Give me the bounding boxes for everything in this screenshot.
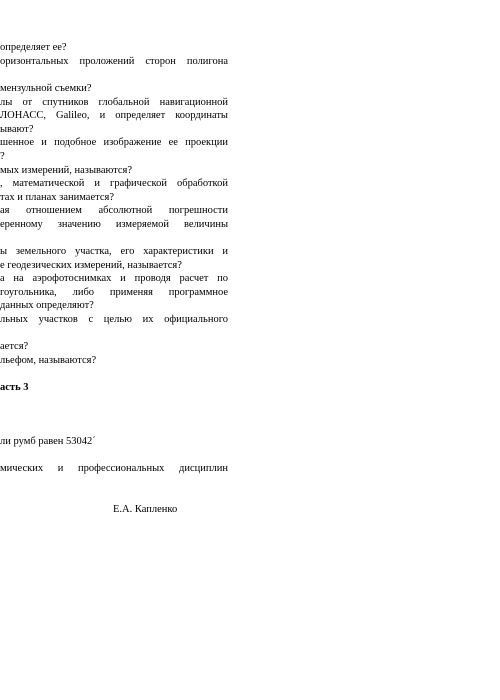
text-line: данных определяют? <box>0 300 94 311</box>
text-line: мензульной съемки? <box>0 83 92 94</box>
text-line: лы от спутников глобальной навигационной <box>0 97 228 108</box>
text-line: льных участков с целью их официального <box>0 314 228 325</box>
text-line: ? <box>0 151 5 162</box>
text-line: ли румб равен 53042´ <box>0 436 96 447</box>
text-line: ывают? <box>0 124 34 135</box>
text-line: , математической и графической обработкой <box>0 178 228 189</box>
text-line: тах и планах занимается? <box>0 192 114 203</box>
section-heading: асть 3 <box>0 382 29 393</box>
text-line: ая отношением абсолютной погрешности <box>0 205 228 216</box>
text-line: мических и профессиональных дисциплин <box>0 463 228 474</box>
text-line: ается? <box>0 341 29 352</box>
signature-name: Е.А. Капленко <box>113 504 178 515</box>
text-line: определяет ее? <box>0 42 67 53</box>
text-line: шенное и подобное изображение ее проекции <box>0 137 228 148</box>
text-line: еренному значению измеряемой величины <box>0 219 228 230</box>
text-line: мых измерений, называются? <box>0 165 133 176</box>
text-line: ы земельного участка, его характеристики и <box>0 246 228 257</box>
text-line: е геодезических измерений, называется? <box>0 260 182 271</box>
text-line: оризонтальных проложений сторон полигона <box>0 56 228 67</box>
text-line: ЛОНАСС, Galileo, и определяет координаты <box>0 110 228 121</box>
text-line: а на аэрофотоснимках и проводя расчет по <box>0 273 228 284</box>
text-line: льефом, называются? <box>0 355 97 366</box>
text-line: гоугольника, либо применяя программное <box>0 287 228 298</box>
